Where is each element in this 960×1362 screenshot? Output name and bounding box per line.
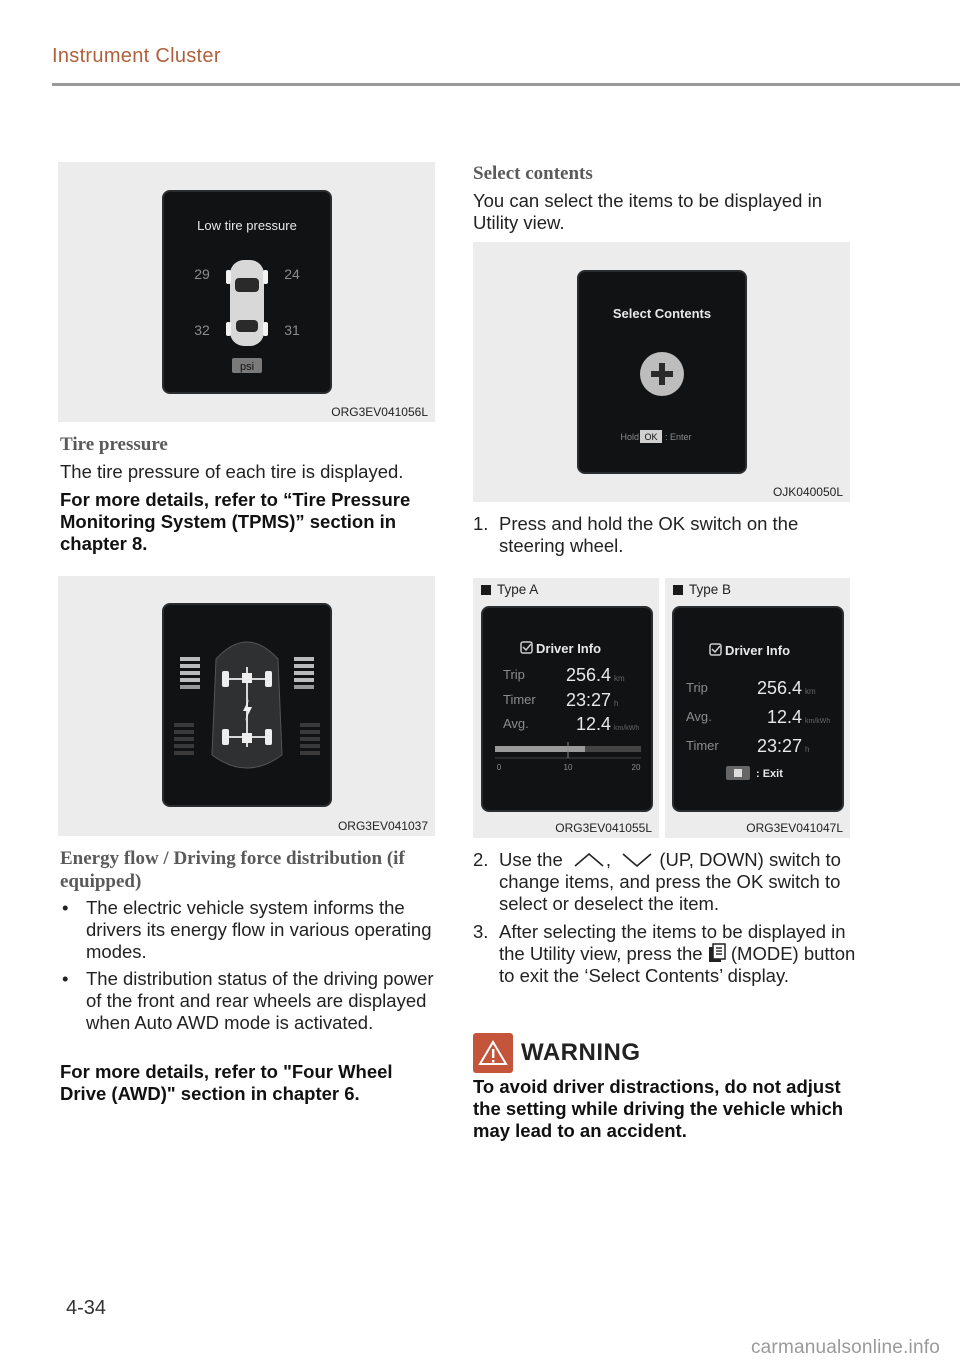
exit-label: : Exit (756, 768, 783, 780)
type-b-screen (674, 608, 842, 810)
chevron-up-icon (572, 852, 606, 868)
tire-pressure-figure (58, 162, 435, 422)
step-text-prefix: After selecting the items to be displayed in the Utility view, press the (499, 921, 846, 964)
tire-pressure-display (164, 192, 330, 392)
row-label: Avg. (686, 709, 712, 724)
step-text: (MODE) button to exit the ‘Select Contents’ display. (499, 943, 856, 986)
select-contents-screen (579, 272, 745, 472)
square-bullet-icon (673, 585, 683, 595)
hint-key: OK (644, 432, 658, 442)
row-unit: h (614, 699, 619, 708)
row-label: Timer (686, 738, 719, 753)
car-top-view-icon (226, 260, 268, 346)
warning-triangle-icon (473, 1033, 513, 1073)
tire-rear-left: 32 (194, 322, 210, 338)
step-number: 1. (473, 513, 489, 534)
row-value: 256.4 (756, 678, 802, 698)
checkbox-icon (521, 642, 532, 653)
step-number: 3. (473, 921, 489, 942)
scale-tick: 20 (631, 763, 641, 772)
row-value: 23:27 (565, 690, 611, 710)
type-a-label-wrap (481, 582, 538, 597)
figure-code: ORG3EV041056L (331, 405, 428, 419)
row-unit: km/kWh (614, 725, 640, 732)
row-value: 12.4 (766, 707, 802, 727)
row-label: Trip (503, 667, 525, 682)
energy-flow-bullet: • The distribution status of the driving power of the front and rear wheels are displayed when Auto AWD mode is activated. (60, 968, 440, 1034)
vehicle-drivetrain-icon (212, 642, 282, 768)
energy-flow-figure (58, 576, 435, 836)
scale-tick: 10 (563, 763, 573, 772)
hint-prefix: Hold (620, 432, 639, 442)
tire-pressure-note: For more details, refer to “Tire Pressure Monitoring System (TPMS)” section in chapter 8. (60, 489, 411, 554)
unit-label: psi (239, 361, 255, 373)
tire-pressure-heading: Tire pressure (60, 434, 168, 455)
mode-button-icon (708, 943, 726, 963)
tire-pressure-screen (164, 192, 330, 392)
select-contents-display (579, 272, 745, 472)
type-a-screen (483, 608, 651, 810)
row-value: 12.4 (575, 714, 611, 734)
efficiency-scale (495, 742, 641, 758)
row-label: Timer (503, 692, 536, 707)
energy-flow-heading: Energy flow / Driving force distribution (if equipped) (60, 848, 405, 892)
mode-button-icon (726, 766, 750, 780)
row-unit: km (614, 674, 625, 683)
chevron-down-icon (620, 852, 654, 868)
select-contents-body: You can select the items to be displayed in Utility view. (473, 190, 822, 233)
type-a-figure (473, 578, 659, 838)
tire-rear-right: 31 (284, 322, 300, 338)
energy-flow-screen (164, 605, 330, 805)
figure-code: ORG3EV041047L (746, 821, 843, 835)
row-unit: km (805, 687, 816, 696)
energy-flow-note: For more details, refer to "Four Wheel Drive (AWD)" section in chapter 6. (60, 1061, 393, 1104)
step-separator: , (605, 849, 612, 870)
energy-flow-bullet: • The electric vehicle system informs the drivers its energy flow in various operating modes. (60, 897, 440, 963)
hint-suffix: : Enter (665, 432, 692, 442)
type-b-display (674, 608, 842, 810)
type-a-title: Driver Info (536, 641, 602, 656)
warning-title: WARNING (521, 1039, 641, 1066)
square-bullet-icon (481, 585, 491, 595)
step-3 (473, 921, 858, 987)
figure-code: ORG3EV041037 (337, 819, 428, 833)
type-b-label: Type B (689, 582, 732, 597)
tire-front-left: 29 (194, 266, 210, 282)
step-1 (473, 513, 853, 557)
tire-screen-title: Low tire pressure (197, 218, 297, 233)
select-screen-title: Select Contents (612, 306, 712, 321)
step-2 (473, 849, 853, 915)
step-text-prefix: Use the (499, 849, 563, 870)
watermark: carmanualsonline.info (750, 1337, 940, 1358)
type-a-display (483, 608, 651, 810)
add-circle-icon (640, 352, 684, 396)
step-number: 2. (473, 849, 489, 870)
warning-text: To avoid driver distractions, do not adjust the setting while driving the vehicle which may lead to an accident. (473, 1076, 844, 1141)
energy-flow-display (164, 605, 330, 805)
select-contents-heading: Select contents (473, 163, 593, 184)
step-text: (UP, DOWN) switch to change items, and press the OK switch to select or deselect the item. (499, 849, 841, 914)
row-value: 256.4 (565, 665, 611, 685)
type-b-figure (665, 578, 850, 838)
checkbox-icon (710, 644, 721, 655)
tire-pressure-body: The tire pressure of each tire is displayed. (60, 461, 404, 482)
figure-code: OJK040050L (772, 485, 843, 499)
row-label: Avg. (503, 716, 529, 731)
row-unit: km/kWh (805, 718, 831, 725)
tire-front-right: 24 (284, 266, 300, 282)
scale-tick: 0 (496, 763, 502, 772)
row-unit: h (805, 745, 810, 754)
type-a-label: Type A (497, 582, 539, 597)
section-title: Instrument Cluster (52, 45, 221, 67)
step-text: Press and hold the OK switch on the steering wheel. (499, 513, 799, 556)
type-b-title: Driver Info (725, 643, 791, 658)
row-label: Trip (686, 680, 708, 695)
warning-badge (473, 1033, 513, 1073)
page-number: 4-34 (66, 1297, 107, 1319)
header-divider (52, 83, 960, 86)
select-contents-figure (473, 242, 850, 502)
row-value: 23:27 (756, 736, 802, 756)
figure-code: ORG3EV041055L (555, 821, 652, 835)
type-b-label-wrap (673, 582, 731, 597)
